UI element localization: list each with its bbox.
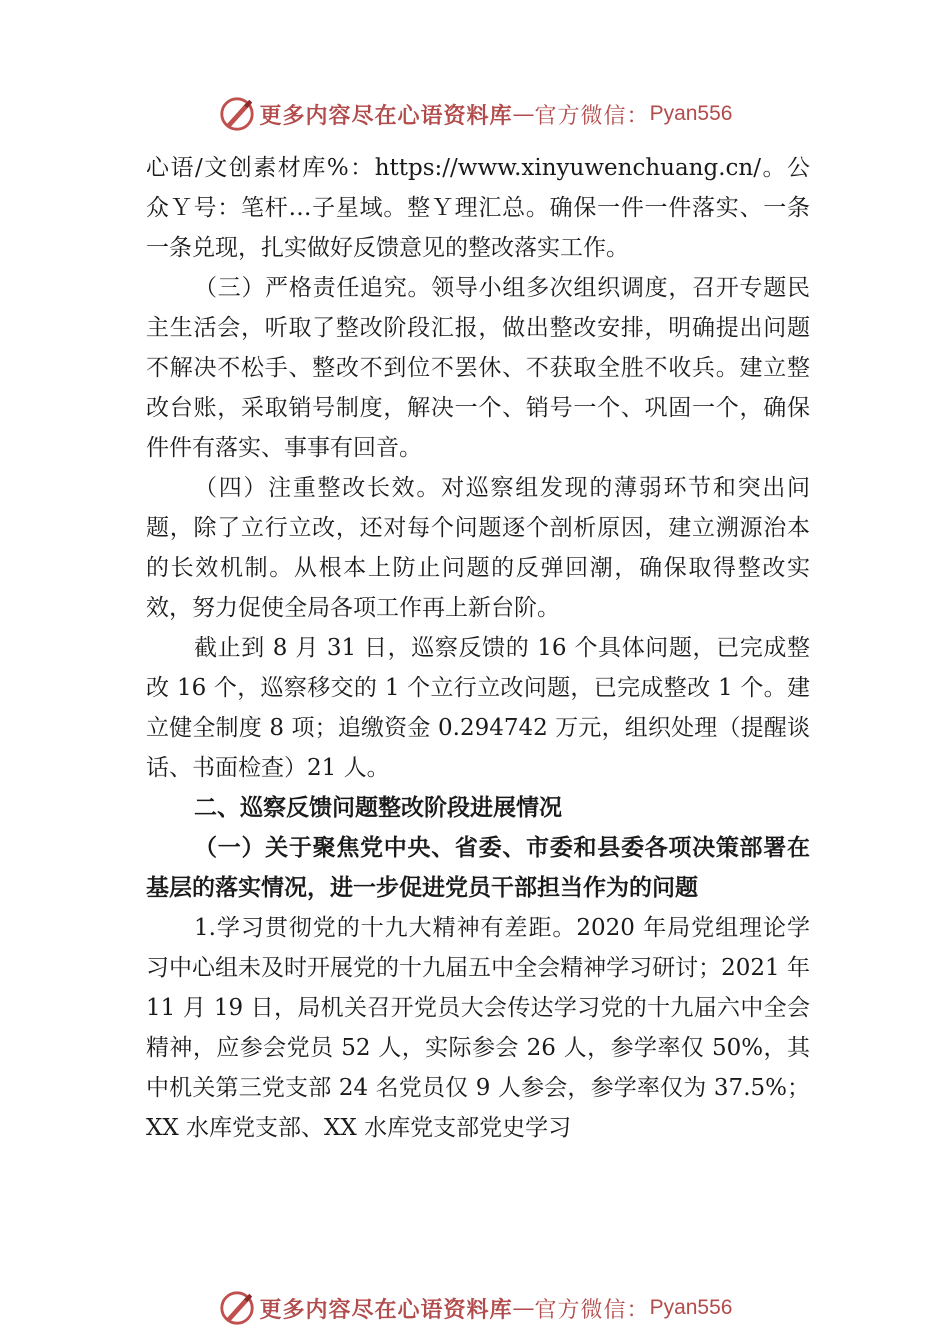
footer-banner	[0, 1288, 950, 1328]
section-heading-2: 二、巡察反馈问题整改阶段进展情况	[194, 795, 562, 821]
pen-circle-logo-icon	[218, 1289, 256, 1327]
banner-dash: —	[512, 101, 535, 127]
header-banner	[0, 94, 950, 134]
document-body	[146, 148, 810, 1148]
subsection-heading-1: （一）关于聚焦党中央、省委、市委和县委各项决策部署在基层的落实情况，进一步促进党员干部担当作为的问题	[146, 834, 810, 901]
banner-wechat-label: 官方微信：	[534, 103, 650, 129]
banner-title: 更多内容尽在心语资料库	[259, 102, 513, 129]
paragraph-section-4: （四）注重整改长效。对巡察组发现的薄弱环节和突出问题，除了立行立改，还对每个问题逐个剖析原因，建立溯源治本的长效机制。从根本上防止问题的反弹回潮，确保取得整改实效，努力促使全局各项工作再上新台阶。	[146, 475, 810, 621]
paragraph-section-3: （三）严格责任追究。领导小组多次组织调度，召开专题民主生活会，听取了整改阶段汇报，做出整改安排，明确提出问题不解决不松手、整改不到位不罢休、不获取全胜不收兵。建立整改台账，采取销号制度，解决一个、销号一个、巩固一个，确保件件有落实、事事有回音。	[146, 275, 810, 461]
paragraph-continued: 心语/文创素材库%：https://www.xinyuwenchuang.cn/。公众Ｙ号：笔杆…子星域。整Ｙ理汇总。确保一件一件落实、一条一条兑现，扎实做好反馈意见的整改落实工作。	[146, 155, 810, 261]
banner-wechat-id: Pyan556	[649, 1296, 733, 1319]
paragraph-progress-summary: 截止到 8 月 31 日，巡察反馈的 16 个具体问题，已完成整改 16 个，巡察移交的 1 个立行立改问题，已完成整改 1 个。建立健全制度 8 项；追缴资金 0.294742 万元，组织处理（提醒谈话、书面检查）21 人。	[146, 635, 810, 781]
pen-circle-logo-icon	[218, 95, 256, 133]
banner-wechat-label: 官方微信：	[534, 1297, 650, 1323]
paragraph-item-1: 1.学习贯彻党的十九大精神有差距。2020 年局党组理论学习中心组未及时开展党的十九届五中全会精神学习研讨；2021 年 11 月 19 日，局机关召开党员大会传达学习党的十九届六中全会精神，应参会党员 52 人，实际参会 26 人，参学率仅 50%，其中机关第三党支部 24 名党员仅 9 人参会，参学率仅为 37.5%；XX 水库党支部、XX 水库党支部党史学习	[146, 915, 810, 1141]
banner-title: 更多内容尽在心语资料库	[259, 1296, 513, 1323]
banner-dash: —	[512, 1295, 535, 1321]
banner-wechat-id: Pyan556	[649, 102, 733, 125]
